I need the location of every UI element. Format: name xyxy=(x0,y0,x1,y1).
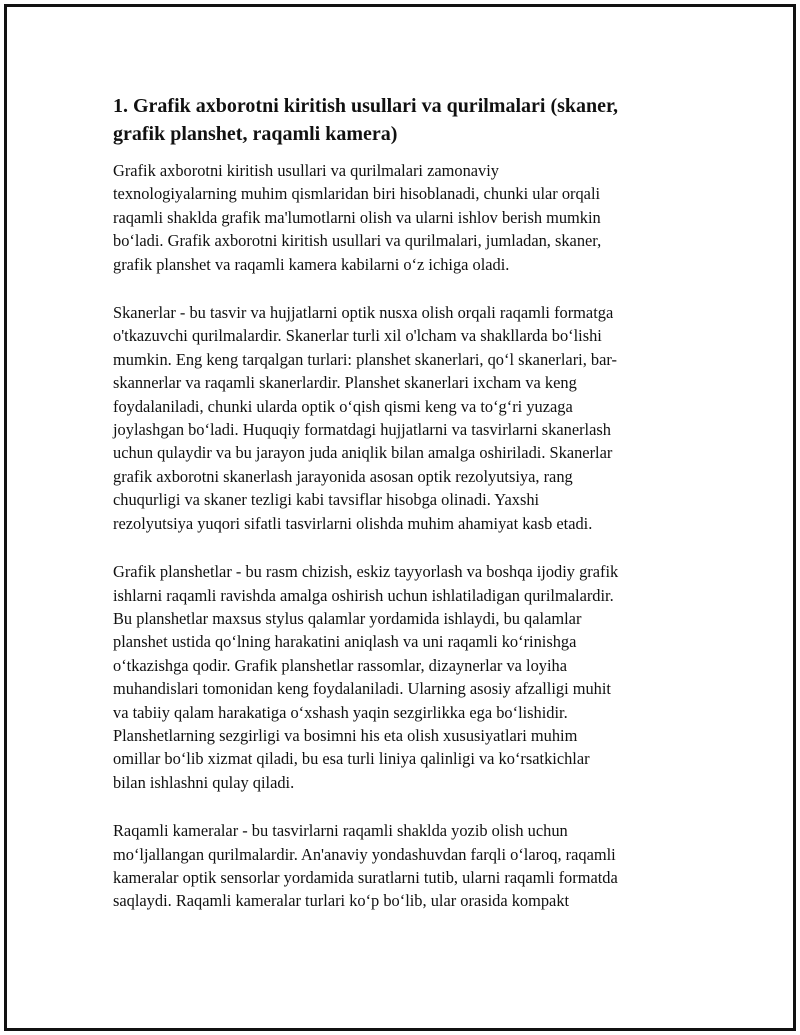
section-heading xyxy=(113,92,688,148)
text-line: Grafik planshetlar - bu rasm chizish, eskiz tayyorlash va boshqa ijodiy grafik xyxy=(113,562,619,582)
paragraph-cameras xyxy=(113,819,688,913)
text-line: bilan ishlashni qulay qiladi. xyxy=(113,772,295,792)
text-line: o‘tkazishga qodir. Grafik planshetlar rassomlar, dizaynerlar va loyiha xyxy=(113,655,568,675)
text-line: bo‘ladi. Grafik axborotni kiritish usullari va qurilmalari, jumladan, skaner, xyxy=(113,231,602,251)
text-line: chuqurligi va skaner tezligi kabi tavsiflar hisobga olinadi. Yaxshi xyxy=(113,490,540,510)
text-line: Planshetlarning sezgirligi va bosimni his eta olish xususiyatlari muhim xyxy=(113,725,578,745)
heading-line: 1. Grafik axborotni kiritish usullari va qurilmalari (skaner, xyxy=(113,95,619,117)
paragraph-tablets xyxy=(113,560,688,794)
text-line: rezolyutsiya yuqori sifatli tasvirlarni olishda muhim ahamiyat kasb etadi. xyxy=(113,513,593,533)
text-line: foydalaniladi, chunki ularda optik o‘qish qismi keng va to‘g‘ri yuzaga xyxy=(113,396,573,416)
text-line: kameralar optik sensorlar yordamida suratlarni tutib, ularni raqamli formatda xyxy=(113,867,618,887)
text-line: Raqamli kameralar - bu tasvirlarni raqamli shaklda yozib olish uchun xyxy=(113,821,568,841)
paragraph-intro xyxy=(113,159,688,276)
text-line: mo‘ljallangan qurilmalardir. An'anaviy yondashuvdan farqli o‘laroq, raqamli xyxy=(113,844,616,864)
text-line: mumkin. Eng keng tarqalgan turlari: planshet skanerlari, qo‘l skanerlari, bar- xyxy=(113,349,617,369)
text-line: omillar bo‘lib xizmat qiladi, bu esa turli liniya qalinligi va ko‘rsatkichlar xyxy=(113,749,590,769)
text-line: Grafik axborotni kiritish usullari va qurilmalari zamonaviy xyxy=(113,161,499,180)
text-line: Skanerlar - bu tasvir va hujjatlarni optik nusxa olish orqali raqamli formatga xyxy=(113,303,614,323)
paragraph-scanners xyxy=(113,301,688,535)
text-line: raqamli shaklda grafik ma'lumotlarni olish va ularni ishlov berish mumkin xyxy=(113,207,601,227)
text-line: muhandislari tomonidan keng foydalaniladi. Ularning asosiy afzalligi muhit xyxy=(113,679,611,699)
heading-line: grafik planshet, raqamli kamera) xyxy=(113,123,398,145)
text-line: planshet ustida qo‘lning harakatini aniqlash va uni raqamli ko‘rinishga xyxy=(113,632,577,652)
text-line: uchun qulaydir va bu jarayon juda aniqlik bilan amalga oshiriladi. Skanerlar xyxy=(113,443,613,463)
text-line: joylashgan bo‘ladi. Huquqiy formatdagi hujjatlarni va tasvirlarni skanerlash xyxy=(113,420,611,440)
text-line: saqlaydi. Raqamli kameralar turlari ko‘p bo‘lib, ular orasida kompakt xyxy=(113,891,570,911)
text-line: va tabiiy qalam harakatiga o‘xshash yaqin sezgirlikka ega bo‘lishidir. xyxy=(113,702,568,722)
text-line: ishlarni raqamli ravishda amalga oshirish uchun ishlatiladigan qurilmalardir. xyxy=(113,585,614,605)
document-body xyxy=(113,92,688,938)
text-line: grafik axborotni skanerlash jarayonida asosan optik rezolyutsiya, rang xyxy=(113,466,573,486)
text-line: Bu planshetlar maxsus stylus qalamlar yordamida ishlaydi, bu qalamlar xyxy=(113,608,582,628)
text-line: grafik planshet va raqamli kamera kabilarni o‘z ichiga oladi. xyxy=(113,254,510,274)
text-line: o'tkazuvchi qurilmalardir. Skanerlar turli xil o'lcham va shakllarda bo‘lishi xyxy=(113,326,602,346)
text-line: skannerlar va raqamli skanerlardir. Planshet skanerlari ixcham va keng xyxy=(113,373,577,393)
text-line: texnologiyalarning muhim qismlaridan biri hisoblanadi, chunki ular orqali xyxy=(113,184,601,204)
